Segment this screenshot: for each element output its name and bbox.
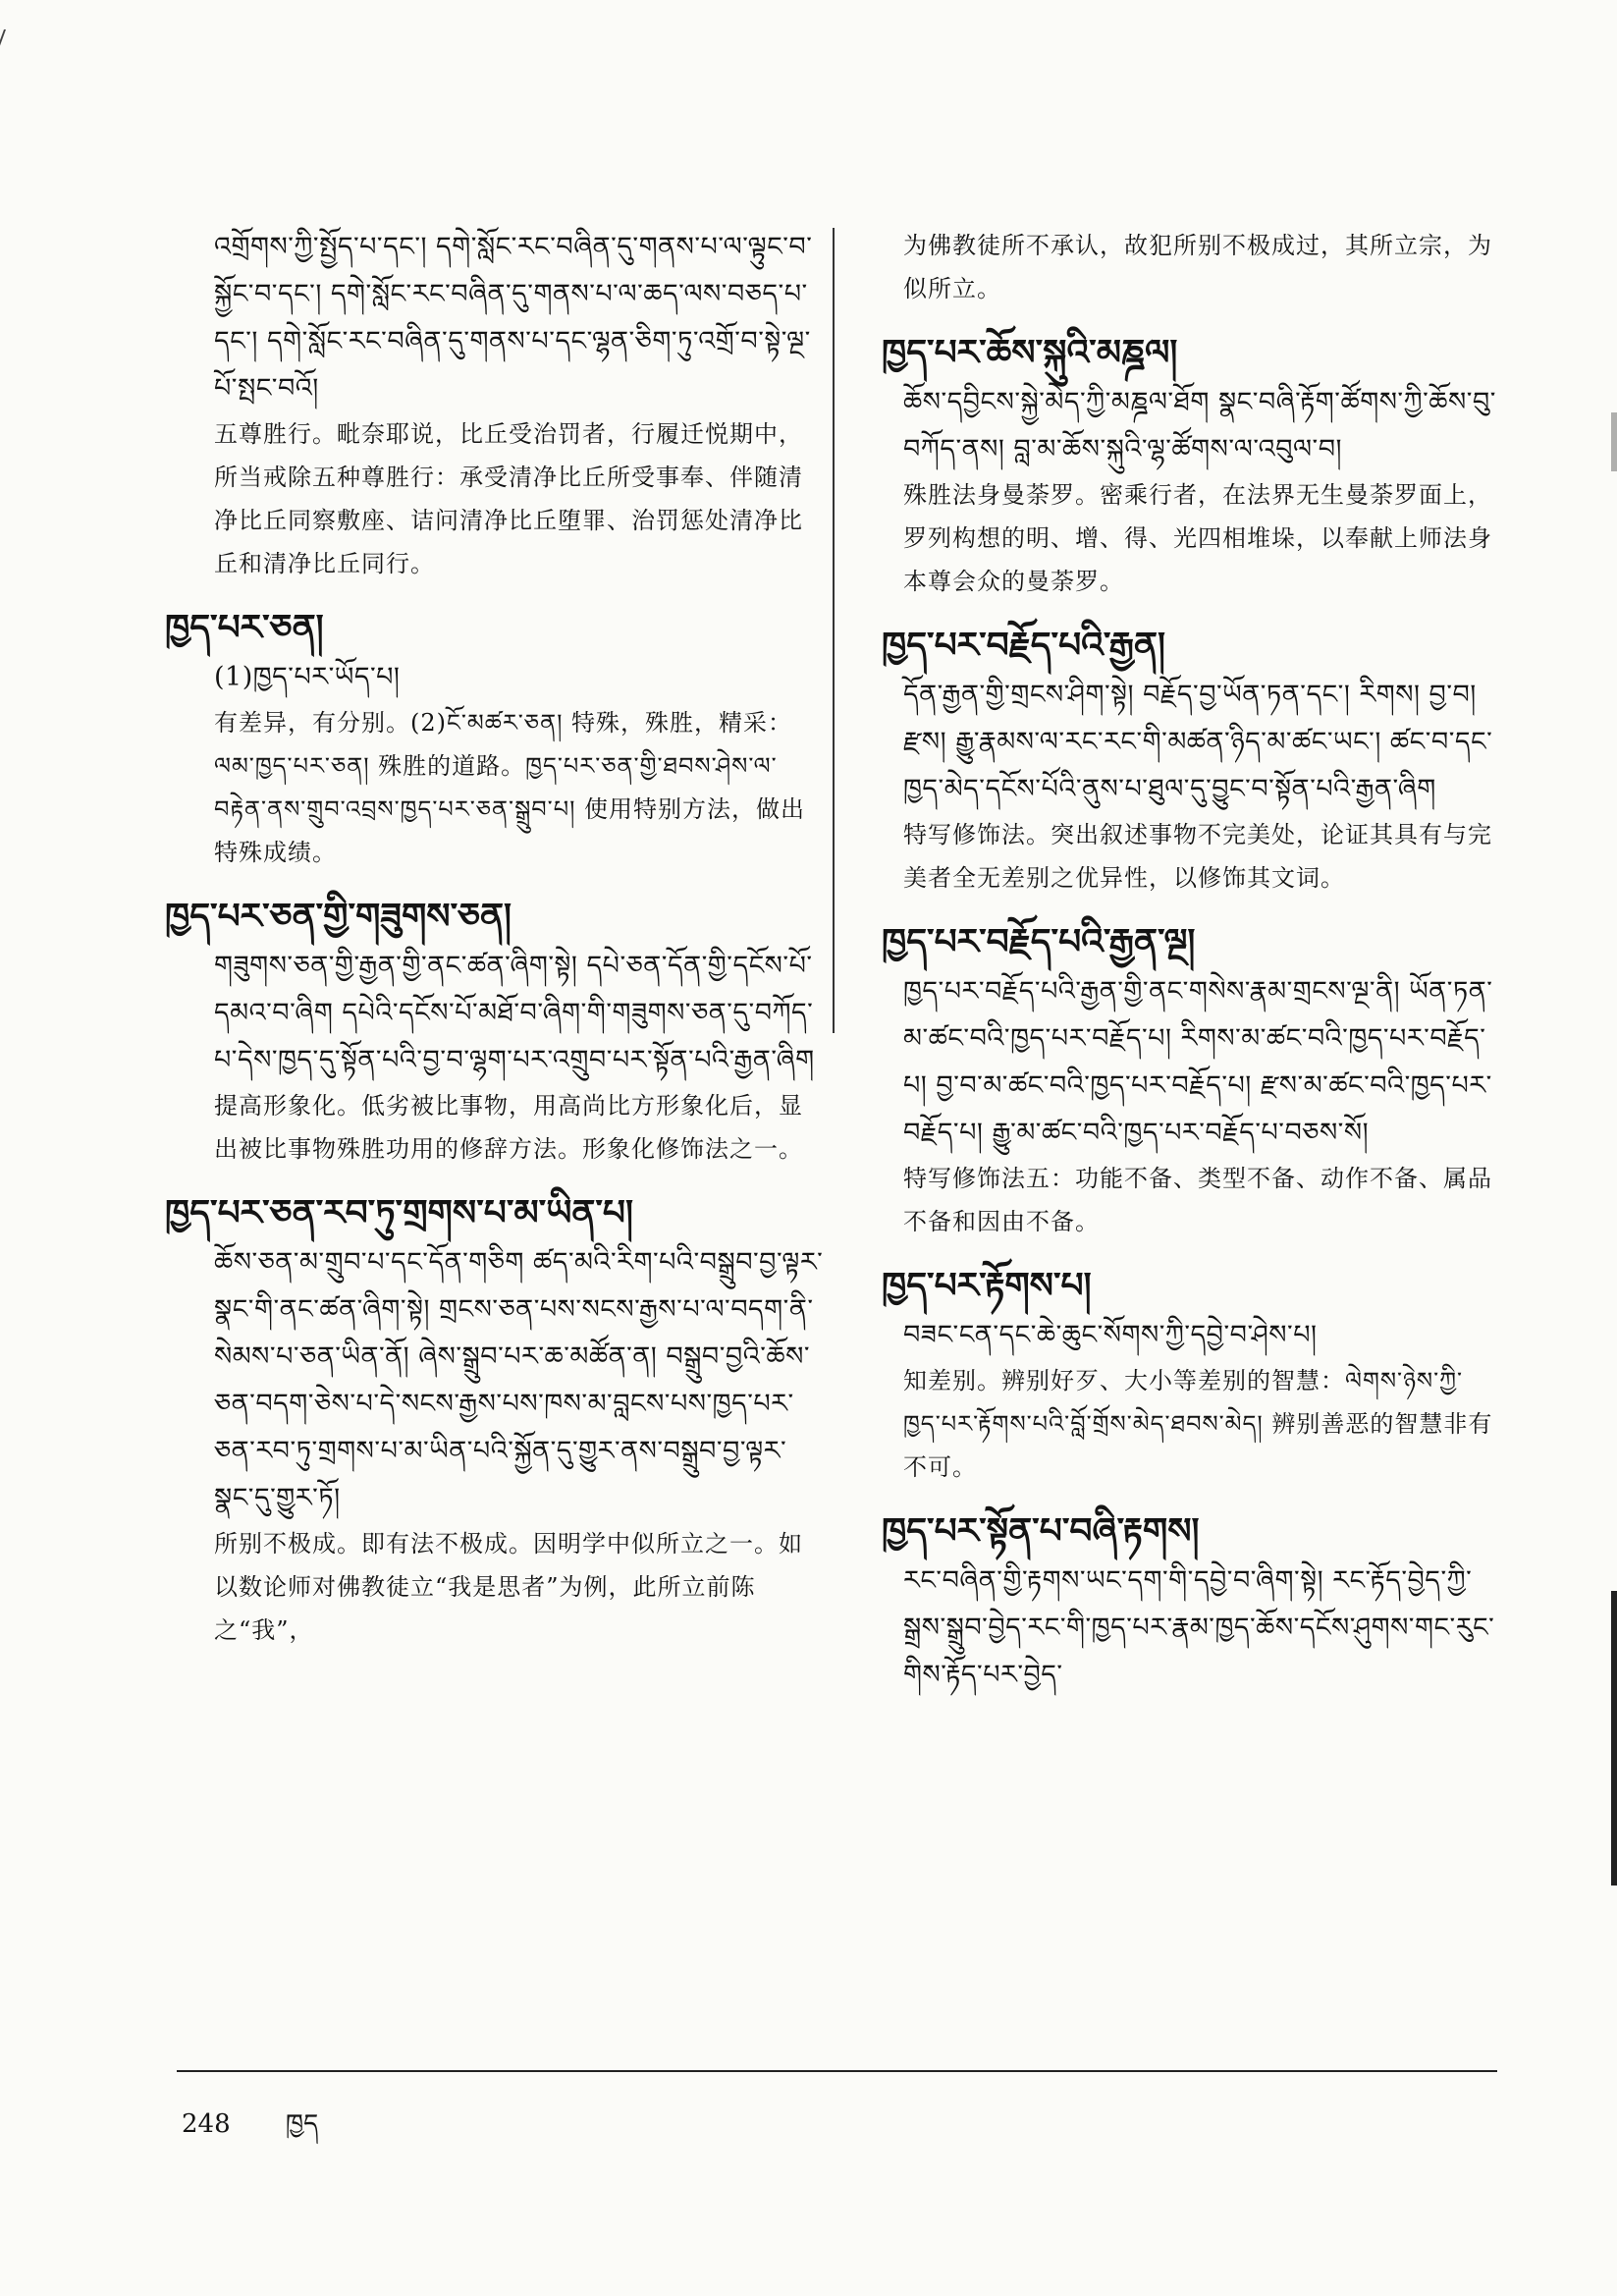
dictionary-entry [884,224,1497,310]
entry-chinese-definition: 所别不极成。即有法不极成。因明学中似所立之一。如以数论师对佛教徒立“我是思者”为例，此所立前陈之“我”， [214,1530,803,1644]
dictionary-entry [884,621,1497,900]
entry-tibetan-text: དོན་རྒྱན་གྱི་གྲངས་ཤིག་སྟེ། བརྗོད་བྱ་ཡོན་ཏན་དང་། རིགས། བྱ་བ། རྫས། རྒྱུ་རྣམས་ལ་རང་རང་གི་མཚན་ཉིད་མ་ཚང་ཡང་། ཚང་བ་དང་ཁྱད་མེད་དངོས་པོའི་ནུས་པ་ཐུལ་དུ་བྱུང་བ་སྟོན་པའི་རྒྱན་ཞིག [903,680,1493,804]
entry-chinese-definition: 知差别。辨别好歹、大小等差别的智慧：ལེགས་ཉེས་ཀྱི་ཁྱད་པར་རྟོགས་པའི་བློ་གྲོས་མེད་ཐབས་མེད། 辨别善恶的智慧非有不可。 [903,1367,1493,1481]
dictionary-entry [884,1261,1497,1489]
entry-chinese-definition: 为佛教徒所不承认，故犯所别不极成过，其所立宗，为似所立。 [903,232,1492,302]
entry-tibetan-text: འགྲོགས་ཀྱི་སྤྱོད་པ་དང་། དགེ་སློང་རང་བཞིན་དུ་གནས་པ་ལ་ལྟུང་བ་སྐྱོང་བ་དང་། དགེ་སློང་རང་བཞིན་དུ་གནས་པ་ལ་ཆད་ལས་བཅད་པ་དང་། དགེ་སློང་རང་བཞིན་དུ་གནས་པ་དང་ལྷན་ཅིག་ཏུ་འགྲོ་བ་སྟེ་ལྔ་པོ་སྤང་བའོ། [214,232,813,404]
entry-chinese-definition: 五尊胜行。毗奈耶说，比丘受治罚者，行履迁悦期中，所当戒除五种尊胜行：承受清净比丘所受事奉、伴随清净比丘同察敷座、诘问清净比丘堕罪、治罚惩处清净比丘和清净比丘同行。 [214,420,803,577]
entry-headword: ཁྱད་པར་སྟོན་པ་བཞི་རྟགས། [882,1511,1200,1552]
page-number: 248 [182,2109,231,2139]
page-footer [182,2096,365,2167]
entry-headword: ཁྱད་པར་བརྗོད་པའི་རྒྱན། [882,626,1165,666]
dictionary-entry [167,603,825,874]
entry-headword: ཁྱད་པར་བརྗོད་པའི་རྒྱན་ལྔ། [882,922,1196,962]
entry-headword: ཁྱད་པར་ཆོས་སྐུའི་མཎྜལ། [882,333,1178,373]
entry-tibetan-text: ཆོས་དབྱིངས་སྐྱེ་མེད་ཀྱི་མཎྜལ་ཐོག སྣང་བཞི་རྟོག་ཚོགས་ཀྱི་ཆོས་བུ་བཀོད་ནས། བླ་མ་ཆོས་སྐུའི་ལྷ་ཚོགས་ལ་འབུལ་བ། [903,387,1496,465]
page-edge-mark [1611,1591,1617,1886]
entry-headword: ཁྱད་པར་ཅན་རབ་ཏུ་གྲགས་པ་མ་ཡིན་པ། [165,1193,633,1233]
dictionary-entry [884,917,1497,1243]
entry-chinese-definition: 特写修饰法。突出叙述事物不完美处，论证其具有与完美者全无差别之优异性，以修饰其文词。 [903,821,1492,892]
column-divider [833,228,835,1033]
dictionary-entry [167,892,825,1171]
dictionary-entry [167,224,825,585]
footer-rule [177,2070,1497,2072]
entry-headword: ཁྱད་པར་ཅན། [165,608,324,648]
entry-chinese-definition: 有差异，有分别。(2)ངོ་མཚར་ཅན། 特殊，殊胜，精采：ལམ་ཁྱད་པར་ཅན། 殊胜的道路。ཁྱད་པར་ཅན་གྱི་ཐབས་ཤེས་ལ་བརྟེན་ནས་གྲུབ་འབྲས་ཁྱད་པར་ཅན་སྒྲུབ་པ། 使用特别方法，做出特殊成绩。 [214,709,806,866]
entry-tibetan-text: ཆོས་ཅན་མ་གྲུབ་པ་དང་དོན་གཅིག ཚད་མའི་རིག་པའི་བསྒྲུབ་བྱ་ལྟར་སྣང་གི་ནང་ཚན་ཞིག་སྟེ། གྲངས་ཅན་པས་སངས་རྒྱས་པ་ལ་བདག་ནི་སེམས་པ་ཅན་ཡིན་ནོ། ཞེས་སྒྲུབ་པར་ཆ་མཚོན་ན། བསྒྲུབ་བྱའི་ཆོས་ཅན་བདག་ཅེས་པ་དེ་སངས་རྒྱས་པས་ཁས་མ་བླངས་པས་ཁྱད་པར་ཅན་རབ་ཏུ་གྲགས་པ་མ་ཡིན་པའི་སྐྱོན་དུ་གྱུར་ནས་བསྒྲུབ་བྱ་ལྟར་སྣང་དུ་གྱུར་ཏོ། [214,1247,824,1513]
entry-chinese-definition: 殊胜法身曼荼罗。密乘行者，在法界无生曼荼罗面上，罗列构想的明、增、得、光四相堆垛，以奉献上师法身本尊会众的曼荼罗。 [903,481,1492,595]
entry-tibetan-text: རང་བཞིན་གྱི་རྟགས་ཡང་དག་གི་དབྱེ་བ་ཞིག་སྟེ། རང་རྟོད་བྱེད་ཀྱི་སྒྲས་སྒྲུབ་བྱེད་རང་གི་ཁྱད་པར་རྣམ་ཁྱད་ཆོས་དངོས་ཤུགས་གང་རུང་གིས་རྟོད་པར་བྱེད་ [903,1565,1495,1690]
dictionary-entry [167,1188,825,1652]
entry-tibetan-text: (1)ཁྱད་པར་ཡོད་པ། [214,662,401,692]
dictionary-entry [884,328,1497,603]
margin-mark [0,29,16,51]
dictionary-entry [884,1506,1497,1699]
section-letter: ཁྱད [285,2109,319,2139]
right-column [884,224,1497,1717]
entry-headword: ཁྱད་པར་རྟོགས་པ། [882,1266,1092,1306]
entry-headword: ཁྱད་པར་ཅན་གྱི་གཟུགས་ཅན། [165,897,512,937]
left-column [167,224,825,1669]
entry-tibetan-text: བཟང་ངན་དང་ཆེ་ཆུང་སོགས་ཀྱི་དབྱེ་བ་ཤེས་པ། [903,1320,1318,1350]
entry-tibetan-text: ཁྱད་པར་བརྗོད་པའི་རྒྱན་གྱི་ནང་གསེས་རྣམ་གྲངས་ལྔ་ནི། ཡོན་ཏན་མ་ཚང་བའི་ཁྱད་པར་བརྗོད་པ། རིགས་མ་ཚང་བའི་ཁྱད་པར་བརྗོད་པ། བྱ་བ་མ་ཚང་བའི་ཁྱད་པར་བརྗོད་པ། རྫས་མ་ཚང་བའི་ཁྱད་པར་བརྗོད་པ། རྒྱུ་མ་ཚང་བའི་ཁྱད་པར་བརྗོད་པ་བཅས་སོ། [903,976,1493,1148]
entry-tibetan-text: གཟུགས་ཅན་གྱི་རྒྱན་གྱི་ནང་ཚན་ཞིག་སྟེ། དཔེ་ཅན་དོན་གྱི་དངོས་པོ་དམའ་བ་ཞིག དཔེའི་དངོས་པོ་མཐོ་བ་ཞིག་གི་གཟུགས་ཅན་དུ་བཀོད་པ་དེས་ཁྱད་དུ་སྟོན་པའི་བྱ་བ་ལྷག་པར་འགྲུབ་པར་སྟོན་པའི་རྒྱན་ཞིག [214,951,815,1075]
entry-chinese-definition: 提高形象化。低劣被比事物，用高尚比方形象化后，显出被比事物殊胜功用的修辞方法。形象化修饰法之一。 [214,1092,803,1163]
page-edge-mark [1611,412,1617,471]
entry-chinese-definition: 特写修饰法五：功能不备、类型不备、动作不备、属品不备和因由不备。 [903,1165,1492,1235]
